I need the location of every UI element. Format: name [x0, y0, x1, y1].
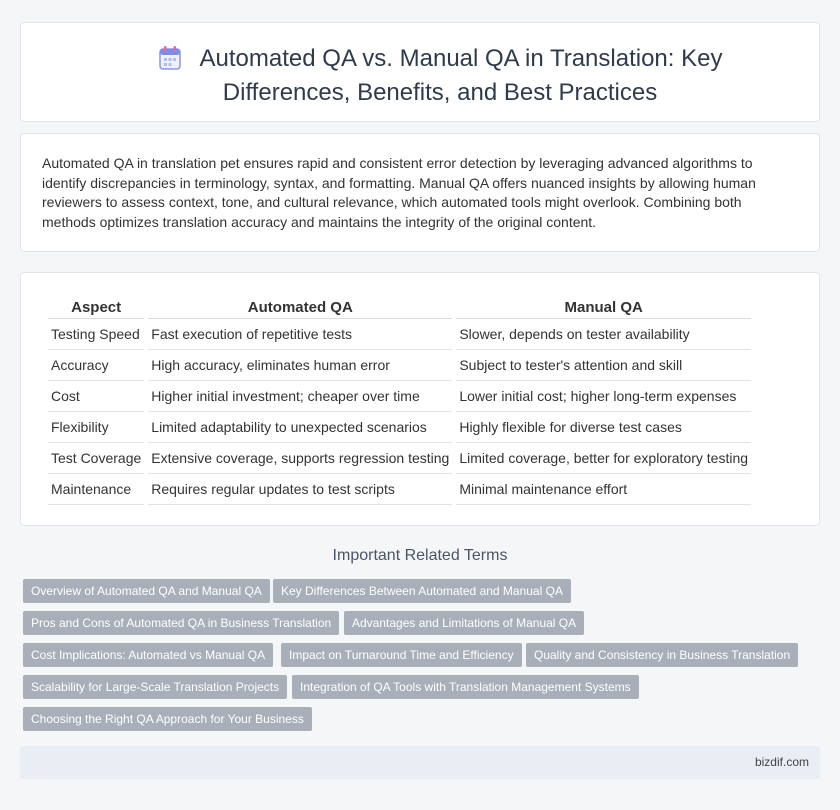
cell-aspect: Test Coverage	[48, 443, 144, 474]
intro-card	[20, 133, 820, 252]
related-tag[interactable]: Integration of QA Tools with Translation Management Systems	[292, 675, 639, 699]
related-tag[interactable]: Cost Implications: Automated vs Manual QA	[23, 643, 273, 667]
table-row	[48, 350, 751, 381]
table-row	[48, 412, 751, 443]
page-title: Automated QA vs. Manual QA in Translation: Key Differences, Benefits, and Best Practices	[199, 45, 723, 106]
cell-manual: Minimal maintenance effort	[456, 474, 751, 505]
cell-automated: High accuracy, eliminates human error	[148, 350, 452, 381]
intro-text: Automated QA in translation pet ensures rapid and consistent error detection by leveraging advanced algorithms to identify discrepancies in terminology, syntax, and formatting. Manual QA offers nuanced insights by allowing human reviewers to assess context, tone, and cultural relevance, which automated tools might overlook. Combining both methods optimizes translation accuracy and maintains the integrity of the original content.	[42, 155, 756, 230]
related-tag[interactable]: Impact on Turnaround Time and Efficiency	[281, 643, 522, 667]
related-tag[interactable]: Advantages and Limitations of Manual QA	[344, 611, 584, 635]
calendar-icon	[158, 45, 182, 78]
cell-aspect: Cost	[48, 381, 144, 412]
related-terms-title: Important Related Terms	[332, 547, 508, 564]
comparison-card	[20, 272, 820, 526]
cell-aspect: Testing Speed	[48, 319, 144, 350]
related-tag[interactable]: Pros and Cons of Automated QA in Business Translation	[23, 611, 339, 635]
cell-aspect: Flexibility	[48, 412, 144, 443]
header-card	[20, 22, 820, 122]
related-tag[interactable]: Quality and Consistency in Business Translation	[526, 643, 798, 667]
cell-manual: Lower initial cost; higher long-term expenses	[456, 381, 751, 412]
related-tag[interactable]: Choosing the Right QA Approach for Your Business	[23, 707, 312, 731]
table-row	[48, 443, 751, 474]
table-row	[48, 381, 751, 412]
header-automated: Automated QA	[148, 296, 452, 319]
page-title-wrap	[91, 44, 789, 107]
cell-aspect: Accuracy	[48, 350, 144, 381]
header-manual: Manual QA	[456, 296, 751, 319]
cell-automated: Extensive coverage, supports regression testing	[148, 443, 452, 474]
cell-manual: Subject to tester's attention and skill	[456, 350, 751, 381]
footer	[20, 746, 820, 779]
table-row	[48, 319, 751, 350]
cell-aspect: Maintenance	[48, 474, 144, 505]
cell-automated: Limited adaptability to unexpected scenarios	[148, 412, 452, 443]
cell-manual: Limited coverage, better for exploratory testing	[456, 443, 751, 474]
comparison-table	[44, 296, 755, 505]
header-aspect: Aspect	[48, 296, 144, 319]
cell-automated: Higher initial investment; cheaper over time	[148, 381, 452, 412]
table-header-row	[48, 296, 751, 319]
cell-automated: Fast execution of repetitive tests	[148, 319, 452, 350]
related-tag[interactable]: Overview of Automated QA and Manual QA	[23, 579, 270, 603]
cell-manual: Slower, depends on tester availability	[456, 319, 751, 350]
cell-automated: Requires regular updates to test scripts	[148, 474, 452, 505]
cell-manual: Highly flexible for diverse test cases	[456, 412, 751, 443]
related-tag[interactable]: Scalability for Large-Scale Translation Projects	[23, 675, 287, 699]
footer-site-link[interactable]: bizdif.com	[754, 755, 809, 769]
related-tag[interactable]: Key Differences Between Automated and Manual QA	[273, 579, 571, 603]
table-row	[48, 474, 751, 505]
